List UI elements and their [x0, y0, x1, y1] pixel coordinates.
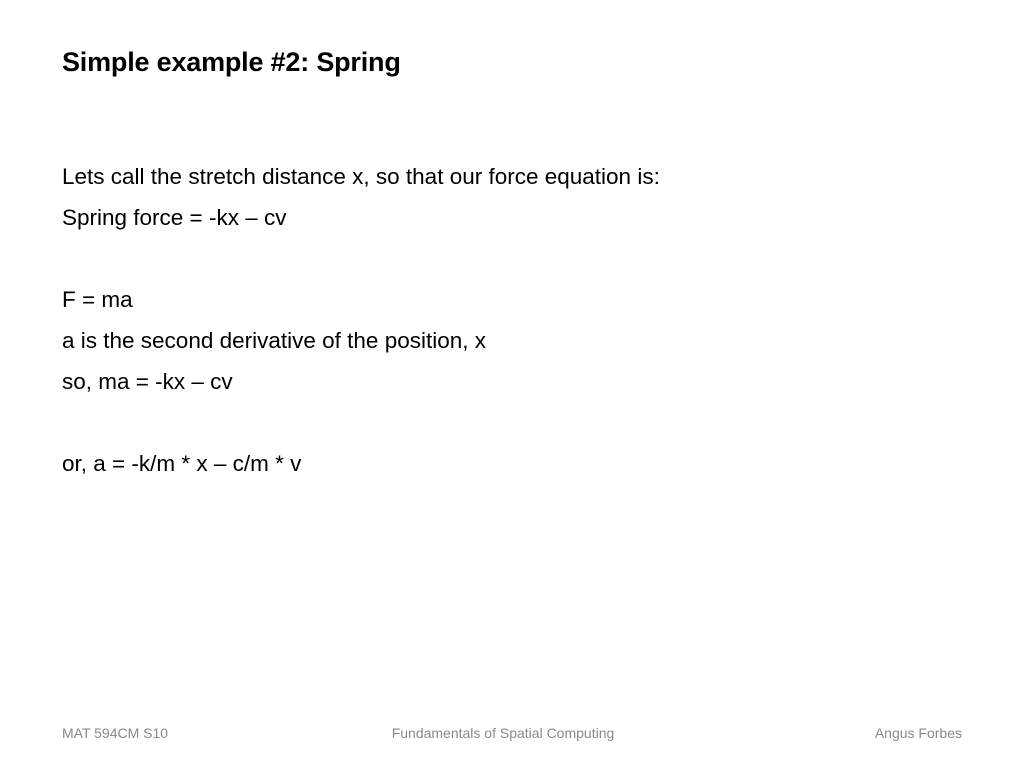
footer-course-code: MAT 594CM S10	[62, 725, 169, 741]
body-line-4: a is the second derivative of the position, x	[62, 328, 486, 353]
footer-course-title: Fundamentals of Spatial Computing	[391, 725, 615, 741]
slide-body	[62, 156, 962, 484]
body-line-3: F = ma	[62, 287, 133, 312]
body-line-6: or, a = -k/m * x – c/m * v	[62, 451, 302, 476]
body-blank-line-1	[62, 238, 962, 279]
body-line-5: so, ma = -kx – cv	[62, 369, 233, 394]
slide-title: Simple example #2: Spring	[62, 47, 401, 77]
body-line-2: Spring force = -kx – cv	[62, 205, 287, 230]
body-line-1: Lets call the stretch distance x, so that our force equation is:	[62, 164, 660, 189]
body-blank-line-2	[62, 402, 962, 443]
footer-author: Angus Forbes	[874, 725, 962, 741]
